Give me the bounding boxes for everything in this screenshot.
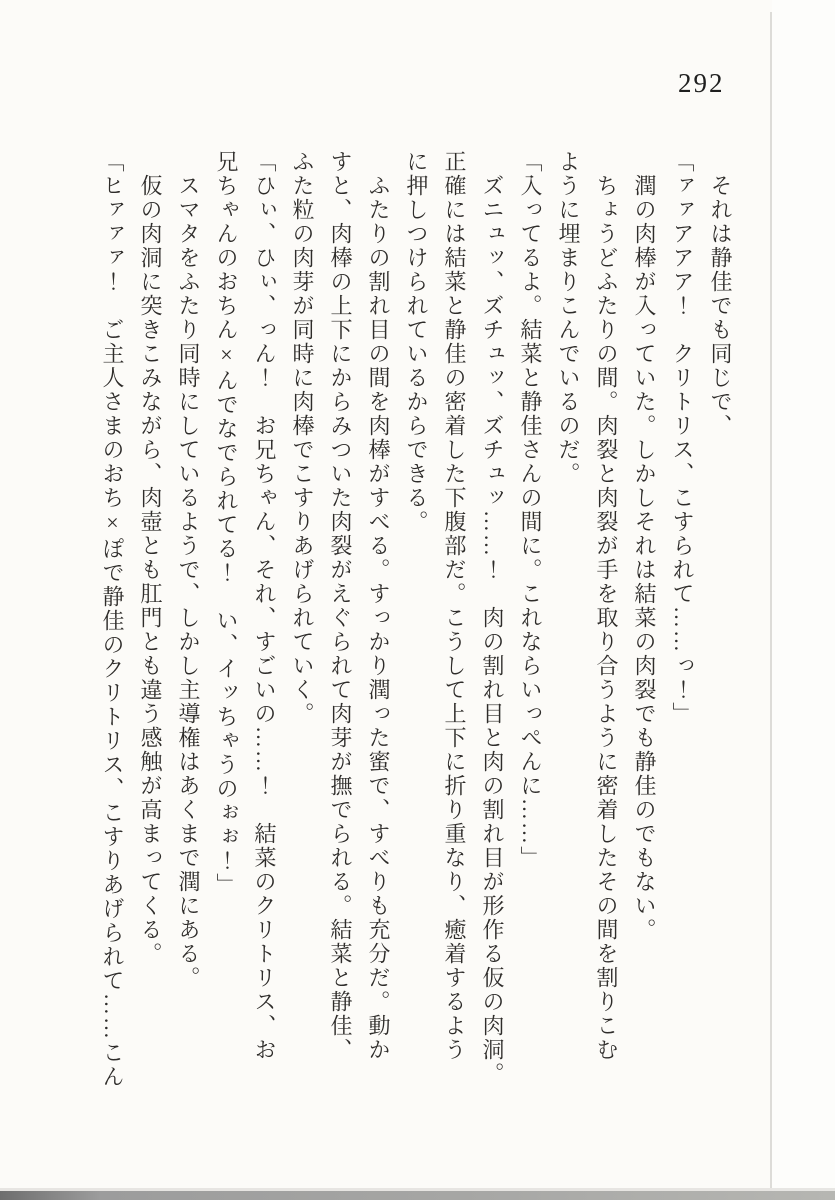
text-column: スマタをふたり同時にしているようで、しかし主導権はあくまで潤にある。 <box>176 174 201 990</box>
text-column: 「入ってるよ。結菜と静佳さんの間に。これならいっぺんに……」 <box>518 150 543 870</box>
text-column: それは静佳でも同じで、 <box>708 174 733 438</box>
text-column: 潤の肉棒が入っていた。しかしそれは結菜の肉裂でも静佳のでもない。 <box>632 174 657 942</box>
scan-edge-bottom <box>0 1191 835 1200</box>
page-number: 292 <box>678 68 725 98</box>
text-column: ちょうどふたりの間。肉裂と肉裂が手を取り合うように密着したその間を割りこむ <box>594 174 619 1062</box>
text-column: ズニュッ、ズチュッ、ズチュッ……！ 肉の割れ目と肉の割れ目が形作る仮の肉洞。 <box>480 174 505 1086</box>
text-column: 「ひぃ、ひぃ、っん！ お兄ちゃん、それ、すごいの……！ 結菜のクリトリス、お <box>252 150 277 1062</box>
text-column: 正確には結菜と静佳の密着した下腹部だ。こうして上下に折り重なり、癒着するよう <box>442 150 467 1062</box>
text-column: すと、肉棒の上下にからみついた肉裂がえぐられて肉芽が撫でられる。結菜と静佳、 <box>328 150 353 1062</box>
text-column: ように埋まりこんでいるのだ。 <box>556 150 581 486</box>
text-column: ふたりの割れ目の間を肉棒がすべる。すっかり潤った蜜で、すべりも充分だ。動か <box>366 174 391 1062</box>
text-column: に押しつけられているからできる。 <box>404 150 429 534</box>
text-column: 「ァァアアア！ クリトリス、こすられて……っ！」 <box>670 150 695 726</box>
text-column: ふた粒の肉芽が同時に肉棒でこすりあげられていく。 <box>290 150 315 726</box>
text-column: 仮の肉洞に突きこみながら、肉壺とも肛門とも違う感触が高まってくる。 <box>138 174 163 966</box>
page-edge-line <box>770 12 772 1188</box>
text-column: 兄ちゃんのおちん×んでなでられてる！ い、イッちゃうのぉぉ！」 <box>214 150 239 897</box>
body-text <box>93 150 739 1162</box>
text-column: 「ヒァァァ！ ご主人さまのおち×ぽで静佳のクリトリス、こすりあげられて……こん <box>100 150 125 1089</box>
page-right-margin <box>772 0 835 1200</box>
